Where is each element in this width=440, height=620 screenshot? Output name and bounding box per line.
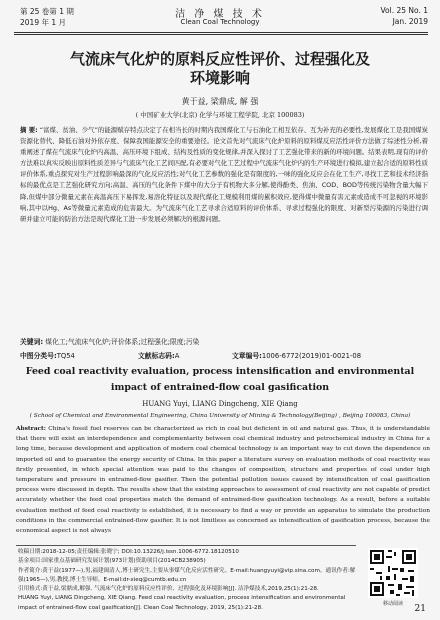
title-cn-line-1: 气流床气化炉的原料反应性评价、过程强化及 xyxy=(69,50,370,68)
journal-name-cn: 洁 净 煤 技 术 xyxy=(175,9,265,20)
title-cn-line-2: 环境影响 xyxy=(189,69,250,87)
doc-code-label: 文献标志码: xyxy=(138,352,175,360)
abstract-cn xyxy=(20,125,428,225)
keywords-cn-label: 关键词: xyxy=(20,338,44,346)
fund: 基金项目:国家重点基础研究发展计划(973计划)资助项目(2014CB238905) xyxy=(18,558,206,565)
author-bio: 作者简介:黄于益(1977—),男,福建闽清人,博士研究生,主要从事煤气化反应活性研究。E-mail:huangyuyi@vip.sina.com。通讯作者:解强(1965—),男,教授,博士生导师。E-mail:dr-xieq@cumtb.edu.cn xyxy=(18,567,356,583)
journal-name-en: Clean Coal Technology xyxy=(180,18,260,26)
abstract-en-label: Abstract: xyxy=(16,426,46,432)
running-header xyxy=(0,6,440,32)
citation-en: HUANG Yuyi, LIANG Dingcheng, XIE Qiang. Feed coal reactivity evaluation, process intensification and environmental impact of entrained-flow coal gasification[J]. Clean Coal Technology, 2019, 25(1):21-28. xyxy=(18,595,346,611)
authors-cn: 黄于益, 梁鼎成, 解 强 xyxy=(181,97,259,106)
title-en-line-2: impact of entrained-flow coal gasification xyxy=(110,382,330,393)
keywords-cn-text: 煤化工;气流床气化炉;评价体系;过程强化;限度;污染 xyxy=(45,338,200,346)
abstract-en xyxy=(16,424,430,536)
page-number: 21 xyxy=(414,604,426,614)
article-no-label: 文章编号: xyxy=(232,352,262,360)
cls-value: TQ54 xyxy=(56,352,75,360)
paper-title-cn xyxy=(30,50,410,88)
affiliation-cn: ( 中国矿业大学(北京) 化学与环境工程学院, 北京 100083) xyxy=(135,111,305,119)
abstract-en-text: China's fossil fuel reserves can be characterized as rich in coal but deficient in oil and natural gas. Thus, it is understandable that there will exist an interdependence and complementarity between coal chemical industry and petrochemical industry in China for a long time, because development and application of modern coal chemical technology is an important way to cut down the dependence on imported oil and to guarantee the energy security of China. In this paper a literature survey on evaluation methods of coal reactivity was firstly presented, in which special attention was paid to the changes of composition, structure and properties of coal under high temperature and pressure in entrained-flow gasifier. Then the potential pollution issues caused by intensification of coal gasification process were discussed in depth. The results show that the existing approaches to assessment of coal reactivity are not capable of predict accurately whether the feed coal properties match the demand of entrained-flow gasification technology. As a result, before a suitable evaluation method of feed coal reactivity is established, it is necessary to find a way or provide an apparatus to simulate the production conditions in the commercial entrained-flow gasifier. It is not limitless as concerned as intensification of gasification process, because the economical aspect is not always xyxy=(16,426,430,535)
abstract-cn-label: 摘 要: xyxy=(20,126,38,134)
citation-cn: 引用格式:黄于益,梁鼎成,解强. 气流床气化炉的原料反应性评价、过程强化及环境影响[J]. 洁净煤技术,2019,25(1):21-28. xyxy=(18,586,319,593)
header-rule-2 xyxy=(14,34,428,35)
title-en-line-1: Feed coal reactivity evaluation, process intensification and environmental xyxy=(25,366,415,377)
volume-issue-cn: 第 25 卷第 1 期 xyxy=(20,7,74,16)
article-no-value: 1006-6772(2019)01-0021-08 xyxy=(261,352,362,360)
doi: DOI:10.13226/j.issn.1006-6772.18120510 xyxy=(121,549,239,555)
paper-title-en xyxy=(20,364,420,396)
affiliation-en: ( School of Chemical and Environmental Engineering, China University of Mining & Technology(Beijing) , Beijing 100083, China) xyxy=(29,413,411,419)
received-date: 收稿日期:2018-12-05;责任编辑:张晓宁 xyxy=(18,549,118,555)
footnote-block: 收稿日期:2018-12-05;责任编辑:张晓宁; DOI:10.13226/j.issn.1006-6772.18120510 基金项目:国家重点基础研究发展计划(973计划)资助项目(2014CB238905) 作者简介:黄于益(1977—),男,福建闽清人,博士研究生,主要从事煤气化反应活性研究。E-mail:huangyuyi@vip.sina.com。通讯作者:解强(1965—),男,教授,博士生导师。E-mail:dr-xieq@cumtb.edu.cn 引用格式:黄于益,梁鼎成,解强. 气流床气化炉的原料反应性评价、过程强化及环境影响[J]. 洁净煤技术,2019,25(1):21-28. HUANG Yuyi, LIANG Dingcheng, XIE Qiang. Feed coal reactivity evaluation, process intensification and environmental impact of entrained-flow coal gasification[J]. Clean Coal Technology, 2019, 25(1):21-28. xyxy=(18,548,358,613)
footnote-rule xyxy=(16,545,356,546)
qr-code-icon xyxy=(368,548,418,598)
cls-label: 中图分类号: xyxy=(20,352,57,360)
date-cn: 2019 年 1 月 xyxy=(20,18,67,27)
qr-label: 移动阅读 xyxy=(382,601,403,607)
qr-code[interactable] xyxy=(368,548,418,598)
volume-issue-en: Vol. 25 No. 1 xyxy=(380,6,428,15)
abstract-cn-text: “富煤、贫油、少气”的能源赋存特点决定了在相当长的时期内我国煤化工与石油化工相互依存、互为补充的必要性,发展煤化工是我国煤炭资源化替代、降低石油对外依存度、保障我国能源安全的重要途径。论文首先对气流床气化炉原料的原料煤反应活性评价方法做了综述性分析,着重阐述了煤在气流床气化炉内高温、高压环境下组成、结构及性质的变化规律,并深入探讨了工艺强化带来的新的环境问题。结果表明,现有的评价方法难以真实反映出原料性质差异与气流床气化工艺间匹配,有必要对气化工艺过程中气流床气化炉内的生产环境进行模拟,建立起合适的原料性质评价体系,重点探究对生产过程影响最深的气化反应活性;对气化工艺参数的强化是有限度的,一味的强化反应会在化工生产,寻找工艺和技术经济指标的最优点是工艺强化研究方向;高温、高压的气化条件下煤中的大分子有机物大多分解,使得酚类、焦油、COD、BOD等传统污染物含量大幅下降,但煤中部分微量元素在高温高压下易挥发,易溶化特征以及现代煤化工规模利用煤的累积效应,使得煤中微量有害元素或造成不可忽视的环境影响,其中以Hg、As等微量元素造成的危害最大。为气流床气化工艺寻求合适原料的评价体系、寻求过程强化的限度、对新型污染源的污染进行调研并建立可能的防治方法是现代煤化工进一步发展必须解决的根源问题。 xyxy=(20,126,428,223)
header-rule xyxy=(14,32,428,33)
keywords-cn xyxy=(20,336,428,346)
doc-code-value: A xyxy=(174,352,180,360)
authors-en: HUANG Yuyi, LIANG Dingcheng, XIE Qiang xyxy=(142,400,298,408)
date-en: Jan. 2019 xyxy=(392,17,428,26)
